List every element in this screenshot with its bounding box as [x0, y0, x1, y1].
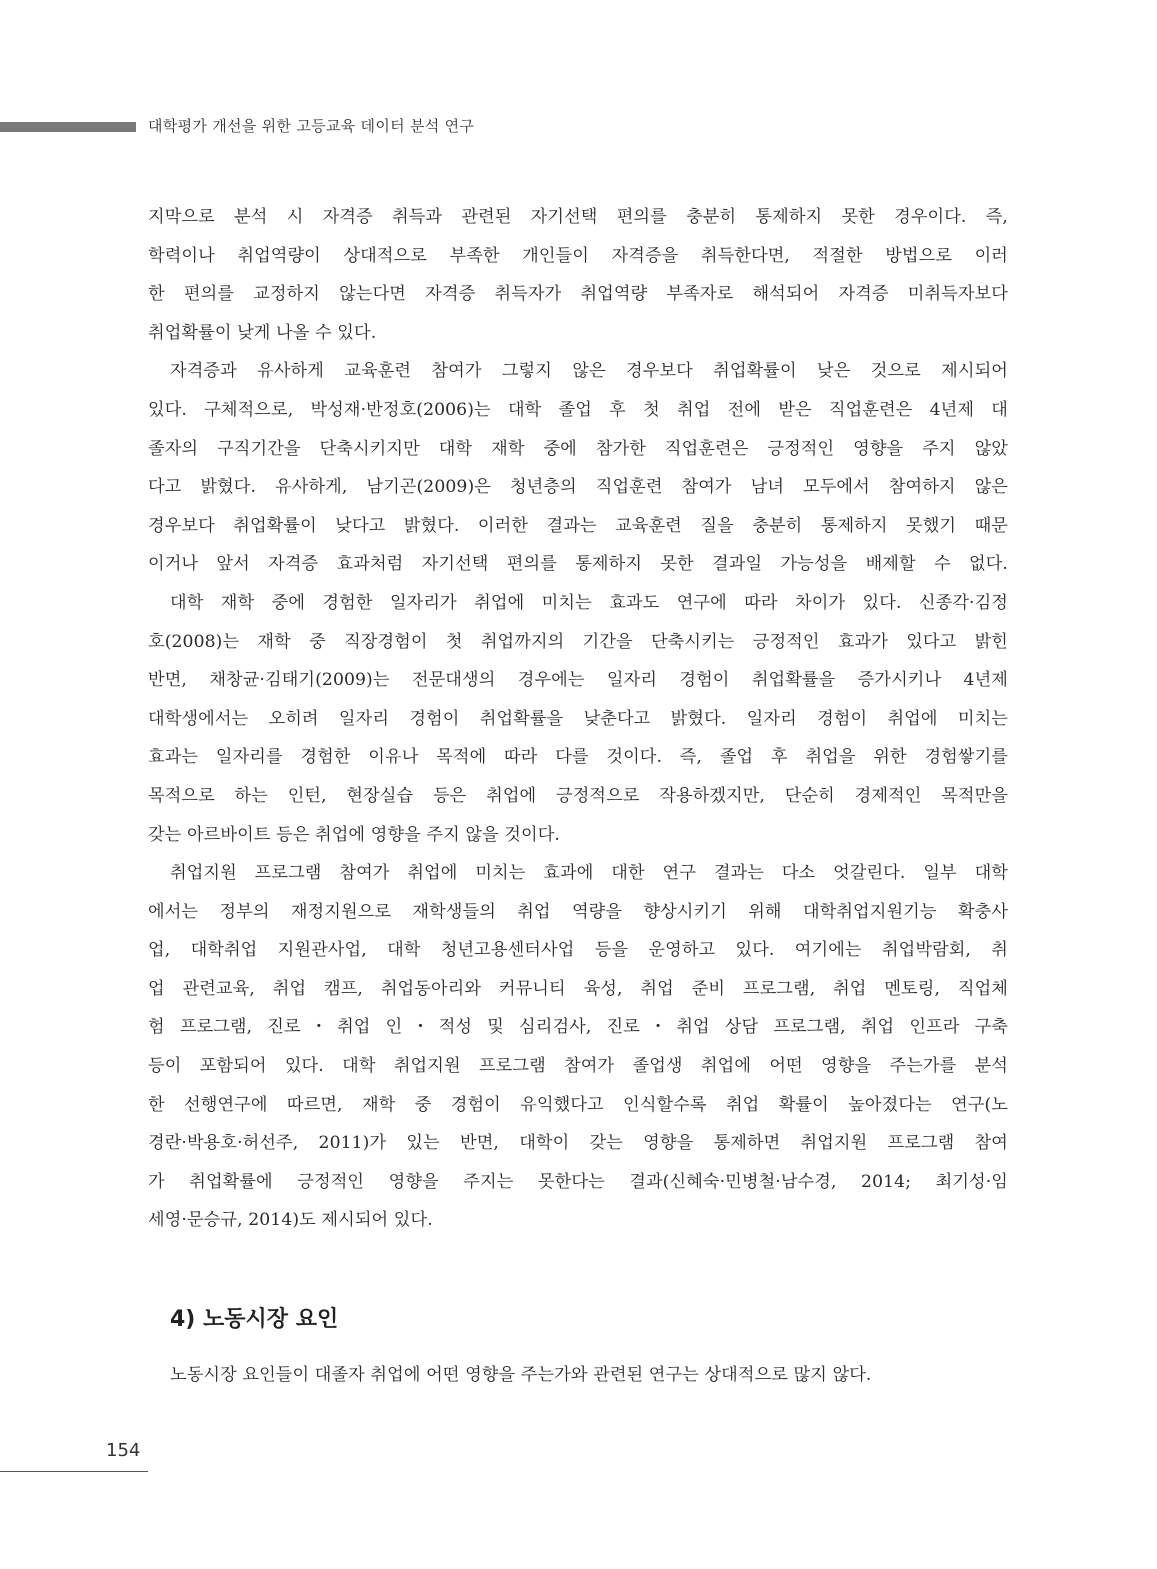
- body-line: 이거나 앞서 자격증 효과처럼 자기선택 편의를 통제하지 못한 결과일 가능성을 배제할 수 없다.: [148, 554, 1008, 575]
- body-line: 목적으로 하는 인턴, 현장실습 등은 취업에 긍정적으로 작용하겠지만, 단순히 경제적인 목적만을: [148, 785, 1008, 806]
- body-line: 대학 재학 중에 경험한 일자리가 취업에 미치는 효과도 연구에 따라 차이가 있다. 신종각·김정: [170, 592, 1008, 613]
- body-line: 가 취업확률에 긍정적인 영향을 주지는 못한다는 결과(신혜숙·민병철·남수경, 2014; 최기성·임: [148, 1171, 1008, 1192]
- body-text: [148, 198, 1008, 1240]
- body-line: 있다. 구체적으로, 박성재·반정호(2006)는 대학 졸업 후 첫 취업 전에 받은 직업훈련은 4년제 대: [148, 399, 1008, 420]
- body-line: 반면, 채창균·김태기(2009)는 전문대생의 경우에는 일자리 경험이 취업확률을 증가시키나 4년제: [148, 670, 1008, 691]
- section-body: [148, 1356, 1008, 1395]
- body-line: 등이 포함되어 있다. 대학 취업지원 프로그램 참여가 졸업생 취업에 어떤 영향을 주는가를 분석: [148, 1056, 1008, 1077]
- body-line: 경란·박용호·허선주, 2011)가 있는 반면, 대학이 갖는 영향을 통제하면 취업지원 프로그램 참여: [148, 1133, 1008, 1154]
- page-number: 154: [106, 1440, 141, 1461]
- body-line: 업, 대학취업 지원관사업, 대학 청년고용센터사업 등을 운영하고 있다. 여기에는 취업박람회, 취: [148, 940, 1008, 961]
- footer-rule: [0, 1471, 148, 1472]
- body-line: 험 프로그램, 진로・취업 인・적성 및 심리검사, 진로・취업 상담 프로그램, 취업 인프라 구축: [148, 1017, 1008, 1038]
- body-line: 취업확률이 낮게 나올 수 있다.: [148, 322, 377, 343]
- body-line: 자격증과 유사하게 교육훈련 참여가 그렇지 않은 경우보다 취업확률이 낮은 것으로 제시되어: [170, 361, 1008, 382]
- body-line: 경우보다 취업확률이 낮다고 밝혔다. 이러한 결과는 교육훈련 질을 충분히 통제하지 못했기 때문: [148, 515, 1008, 536]
- body-line: 세영·문승규, 2014)도 제시되어 있다.: [148, 1210, 433, 1231]
- body-line: 노동시장 요인들이 대졸자 취업에 어떤 영향을 주는가와 관련된 연구는 상대적으로 많지 않다.: [170, 1365, 872, 1385]
- body-line: 한 선행연구에 따르면, 재학 중 경험이 유익했다고 인식할수록 취업 확률이 높아졌다는 연구(노: [148, 1094, 1008, 1115]
- running-header-title: 대학평가 개선을 위한 고등교육 데이터 분석 연구: [148, 117, 475, 135]
- body-line: 졸자의 구직기간을 단축시키지만 대학 재학 중에 참가한 직업훈련은 긍정적인 영향을 주지 않았: [148, 438, 1008, 459]
- body-line: 갖는 아르바이트 등은 취업에 영향을 주지 않을 것이다.: [148, 824, 560, 845]
- body-line: 효과는 일자리를 경험한 이유나 목적에 따라 다를 것이다. 즉, 졸업 후 취업을 위한 경험쌓기를: [148, 747, 1008, 768]
- body-line: 에서는 정부의 재정지원으로 재학생들의 취업 역량을 향상시키기 위해 대학취업지원기능 확충사: [148, 901, 1008, 922]
- body-line: 업 관련교육, 취업 캠프, 취업동아리와 커뮤니티 육성, 취업 준비 프로그램, 취업 멘토링, 직업체: [148, 978, 1008, 999]
- body-line: 학력이나 취업역량이 상대적으로 부족한 개인들이 자격증을 취득한다면, 적절한 방법으로 이러: [148, 245, 1008, 266]
- body-line: 대학생에서는 오히려 일자리 경험이 취업확률을 낮춘다고 밝혔다. 일자리 경험이 취업에 미치는: [148, 708, 1008, 729]
- body-line: 다고 밝혔다. 유사하게, 남기곤(2009)은 청년층의 직업훈련 참여가 남녀 모두에서 참여하지 않은: [148, 477, 1008, 498]
- body-line: 지막으로 분석 시 자격증 취득과 관련된 자기선택 편의를 충분히 통제하지 못한 경우이다. 즉,: [148, 207, 1008, 227]
- body-line: 취업지원 프로그램 참여가 취업에 미치는 효과에 대한 연구 결과는 다소 엇갈린다. 일부 대학: [170, 863, 1008, 884]
- section-heading: 4) 노동시장 요인: [170, 1307, 339, 1332]
- body-line: 호(2008)는 재학 중 직장경험이 첫 취업까지의 기간을 단축시키는 긍정적인 효과가 있다고 밝힌: [148, 631, 1008, 652]
- body-line: 한 편의를 교정하지 않는다면 자격증 취득자가 취업역량 부족자로 해석되어 자격증 미취득자보다: [148, 284, 1008, 305]
- header-accent-bar: [0, 122, 136, 132]
